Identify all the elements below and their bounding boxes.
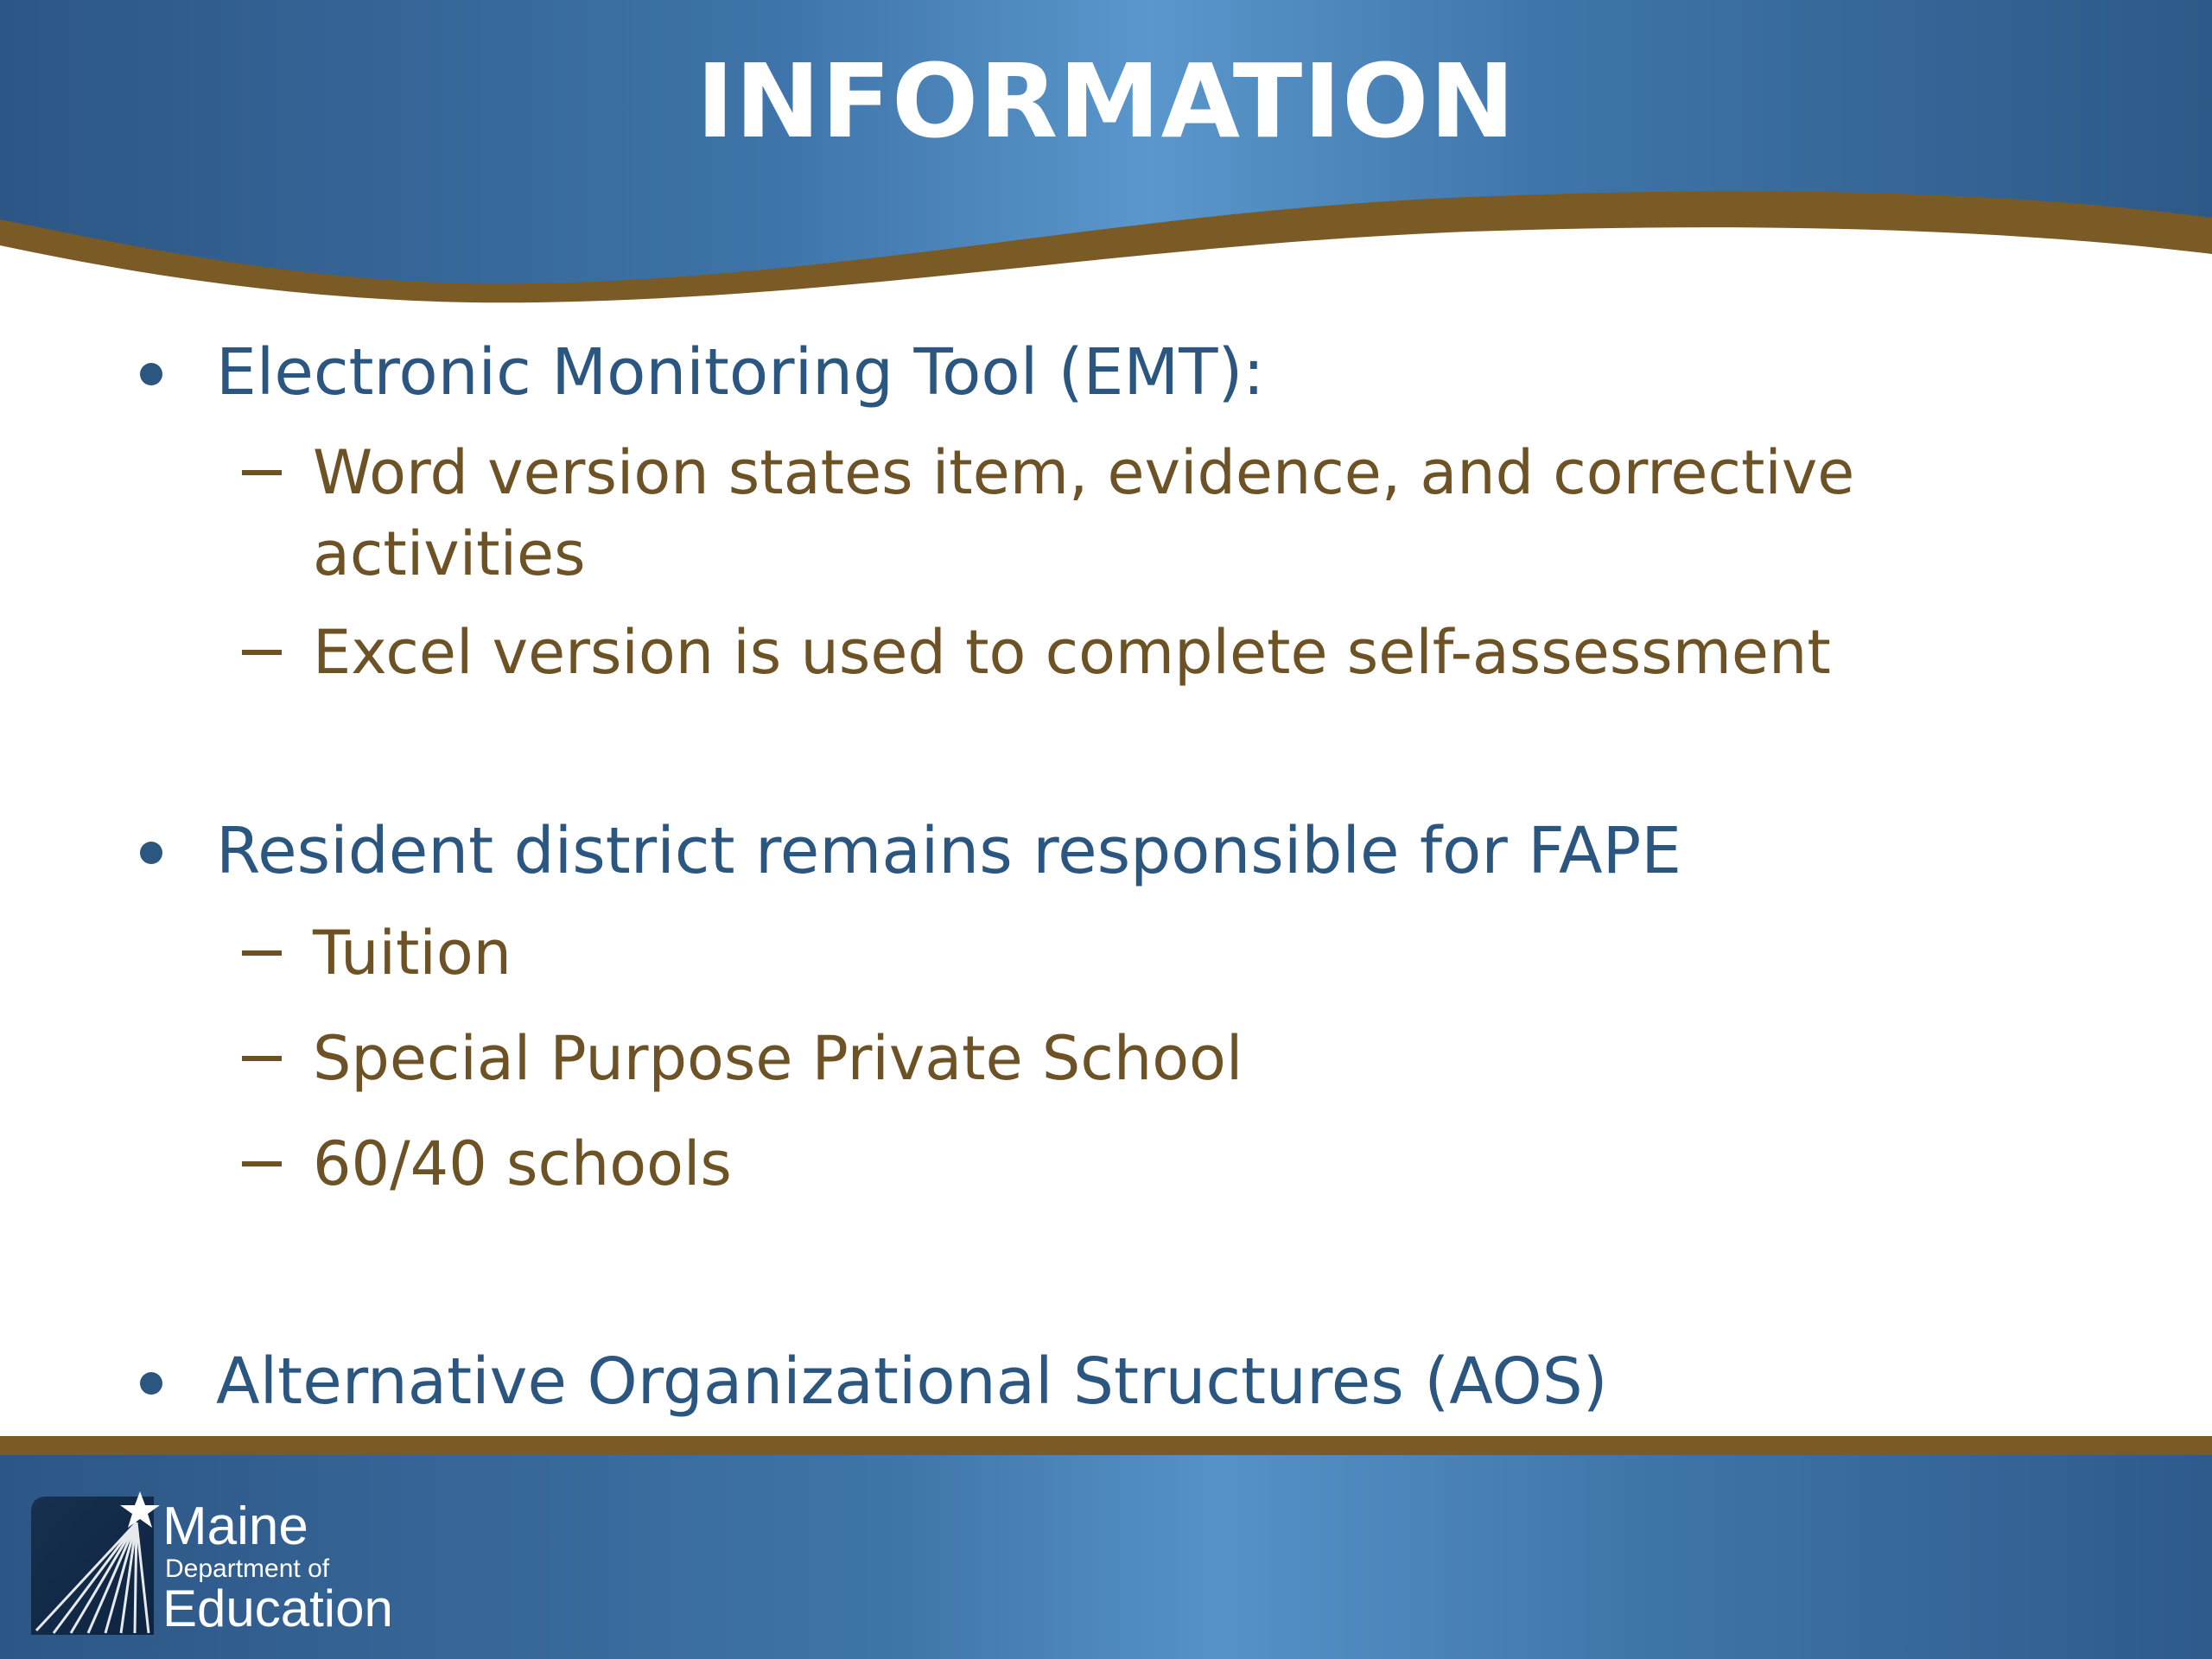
sub-item: Excel version is used to complete self-assessment — [313, 617, 1831, 688]
slide-title: INFORMATION — [696, 41, 1516, 161]
slide-content — [0, 320, 2212, 1426]
dash-marker — [242, 950, 282, 956]
logo-text-education: Education — [162, 1580, 393, 1637]
logo-text-maine: Maine — [162, 1497, 308, 1556]
footer-accent-bar — [0, 1436, 2212, 1455]
sub-item: 60/40 schools — [313, 1128, 732, 1199]
sub-item: Word version states item, evidence, and corrective activities — [313, 437, 1855, 589]
dash-marker — [242, 1161, 282, 1166]
bullet-dot — [140, 363, 162, 385]
maine-doe-logo — [24, 1488, 422, 1643]
bullet-item: Alternative Organizational Structures (AOS) — [216, 1344, 1608, 1419]
sub-item: Special Purpose Private School — [313, 1023, 1243, 1094]
bullet-item: Resident district remains responsible for FAPE — [216, 814, 1682, 888]
logo-text-department: Department of — [165, 1554, 330, 1583]
dash-marker — [242, 650, 282, 655]
dash-marker — [242, 1056, 282, 1061]
bullet-item: Electronic Monitoring Tool (EMT): — [216, 335, 1265, 410]
footer-band — [0, 1436, 2212, 1659]
star-rays-logo-icon — [24, 1488, 162, 1643]
bullet-dot — [140, 1372, 162, 1395]
dash-marker — [242, 470, 282, 475]
sub-item: Tuition — [313, 918, 512, 988]
bullet-dot — [140, 842, 162, 864]
